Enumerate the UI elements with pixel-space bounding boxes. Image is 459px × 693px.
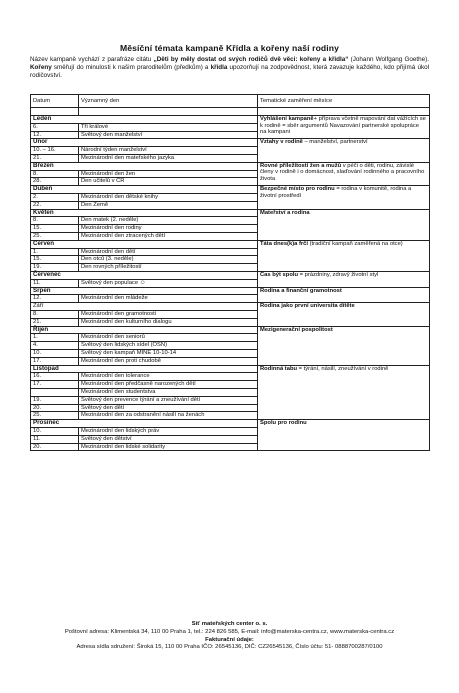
month-topic-title: Vztahy v rodině <box>260 139 303 146</box>
month-topic-text: = týrání, násilí, zneužívání v rodině <box>297 365 389 372</box>
event-date <box>31 388 79 396</box>
month-topic <box>258 139 430 162</box>
event-date: 25. <box>31 233 79 241</box>
month-topic-text: – manželství, partnerství <box>302 139 368 146</box>
month-topic-title: Vyhlášení kampaně <box>260 116 314 123</box>
event-name: Světový den prevence týrání a zneužívání dětí <box>79 396 258 404</box>
month-topic-text: + příprava včetně mapování dat vážících se k rodině = sběr argumentů Navazování partnerské spolupráce na kampani <box>260 116 426 136</box>
footer-billing-title: Fakturační údaje: <box>205 636 254 643</box>
event-name: Tři králové <box>79 123 258 131</box>
event-date: 8. <box>31 170 79 178</box>
month-topic <box>258 116 430 139</box>
event-name: Mezinárodní den mateřského jazyka <box>79 155 258 163</box>
event-name: Mezinárodní den lidské solidarity <box>79 443 258 451</box>
event-date: 4. <box>31 342 79 350</box>
month-topic-text: = rodina v komunitě, rodina a životní prostředí <box>260 186 412 199</box>
month-name: Duben <box>31 186 258 194</box>
intro-text-1: Název kampaně vychází z parafráze citátu <box>30 56 154 63</box>
event-name: Mezinárodní den předčasně narozených dětí <box>79 381 258 389</box>
table-spacer-row <box>31 108 430 116</box>
event-name: Světový den lidských sídel (OSN) <box>79 342 258 350</box>
event-date: 17. <box>31 381 79 389</box>
event-date: 2. <box>31 194 79 202</box>
header-date: Datum <box>31 95 79 108</box>
event-name: Mezinárodní den kulturního dialogu <box>79 318 258 326</box>
event-date: 19. <box>31 264 79 272</box>
month-name: Květen <box>31 209 258 217</box>
event-name: Mezinárodní den gramotnosti <box>79 311 258 319</box>
month-name: Červenec <box>31 272 258 280</box>
month-name: Březen <box>31 162 258 170</box>
month-name: Září <box>31 303 258 311</box>
month-topic <box>258 287 430 303</box>
event-date: 19. <box>31 396 79 404</box>
event-date: 16. <box>31 373 79 381</box>
month-topic-text: = prázdniny, zdravý životní styl <box>298 272 379 279</box>
event-date: 1. <box>31 248 79 256</box>
intro-text-2: (Johann Wolfgang Goethe). <box>348 56 429 63</box>
event-date: 12. <box>31 131 79 139</box>
event-name: Mezinárodní den studentstva <box>79 388 258 396</box>
event-date: 15. <box>31 256 79 264</box>
month-name: Listopad <box>31 365 258 373</box>
event-name: Mezinárodní den za odstranění násilí na ženách <box>79 412 258 420</box>
month-topic <box>258 186 430 209</box>
event-date: 8. <box>31 311 79 319</box>
month-topic <box>258 420 430 451</box>
month-topic-title: Táta dnes(k)a frčí <box>260 240 308 247</box>
event-date: 6. <box>31 123 79 131</box>
month-topic <box>258 240 430 271</box>
month-topic-title: Rovné příležitosti žen a mužů <box>260 162 342 169</box>
month-row <box>31 186 430 194</box>
event-date: 22. <box>31 201 79 209</box>
month-row <box>31 209 430 217</box>
event-name: Den Země <box>79 201 258 209</box>
intro-kridla: křídla <box>210 64 228 72</box>
event-date: 21. <box>31 155 79 163</box>
event-date: 21. <box>31 318 79 326</box>
month-topic <box>258 272 430 288</box>
event-name: Národní týden manželství <box>79 147 258 155</box>
month-name: Srpen <box>31 287 258 295</box>
month-topic <box>258 303 430 326</box>
month-topic <box>258 209 430 240</box>
header-event: Významný den <box>79 95 258 108</box>
month-row <box>31 116 430 124</box>
event-date: 10. – 16. <box>31 147 79 155</box>
month-name: Říjen <box>31 326 258 334</box>
intro-paragraph <box>30 56 429 80</box>
event-name: Mezinárodní den tolerance <box>79 373 258 381</box>
intro-text-3: směřují do minulosti k našim praroditelům (předkům) a <box>51 64 211 72</box>
event-name: Mezinárodní den proti chudobě <box>79 357 258 365</box>
event-name: Mezinárodní den žen <box>79 170 258 178</box>
footer <box>0 621 459 652</box>
month-name: Leden <box>31 116 258 124</box>
table-header-row <box>31 95 430 108</box>
intro-text-4: upozorňují na zodpovědnost, která zavazuje každého, kdo přijímá úkol rodičovství. <box>30 64 429 80</box>
month-topic-title: Mateřství a rodina <box>260 209 310 216</box>
event-name: Světový den dětí <box>79 404 258 412</box>
event-date: 10. <box>31 349 79 357</box>
month-row <box>31 303 430 311</box>
event-date: 11. <box>31 279 79 287</box>
event-date: 11. <box>31 435 79 443</box>
event-date: 20. <box>31 443 79 451</box>
event-name: Mezinárodní den dětské knihy <box>79 194 258 202</box>
month-topic-title: Čas být spolu <box>260 272 299 279</box>
month-topic <box>258 162 430 185</box>
event-name: Mezinárodní den lidských práv <box>79 427 258 435</box>
footer-billing: Adresa sídla sdružení: Široká 15, 110 00 Praha IČO: 26545136, DIČ: CZ26545136, Číslo účtu: 51- 0888700287/0100 <box>76 644 383 651</box>
footer-address: Poštovní adresa: Klimentská 34, 110 00 Praha 1, tel.: 224 826 585, E-mail: info@materska-centra.cz, www.materska-centra.cz <box>64 628 395 635</box>
month-topic-title: Rodina jako první universita dítěte <box>260 303 355 310</box>
event-date: 25. <box>31 412 79 420</box>
month-topic-title: Rodina a finanční gramotnost <box>260 287 342 294</box>
themes-table <box>30 94 430 451</box>
month-row <box>31 162 430 170</box>
event-name: Den rovných příležitostí <box>79 264 258 272</box>
event-name: Den matek (2. neděle) <box>79 217 258 225</box>
event-name: Světový den manželství <box>79 131 258 139</box>
month-name: Unor <box>31 139 258 147</box>
month-row <box>31 420 430 428</box>
month-topic-title: Bezpečné místo pro rodinu <box>260 186 335 193</box>
event-date: 20. <box>31 404 79 412</box>
month-topic <box>258 326 430 365</box>
event-name: Den otců (3. neděle) <box>79 256 258 264</box>
month-name: Cerven <box>31 240 258 248</box>
event-name: Mezinárodní den seniorů <box>79 334 258 342</box>
month-name: Prosinec <box>31 420 258 428</box>
month-row <box>31 139 430 147</box>
month-row <box>31 240 430 248</box>
event-name: Světový den kampaň MINE 10-10-14 <box>79 349 258 357</box>
month-row <box>31 326 430 334</box>
event-name: Mezinárodní den ztracených dětí <box>79 233 258 241</box>
event-date: 17. <box>31 357 79 365</box>
month-row <box>31 272 430 280</box>
document-title: Měsíční témata kampaně Křídla a kořeny naší rodiny <box>120 43 339 53</box>
event-name: Světový den populace ☺ <box>79 279 258 287</box>
event-date: 10. <box>31 427 79 435</box>
intro-koreny: Kořeny <box>30 64 52 72</box>
document-page <box>0 43 459 693</box>
month-topic-title: Mezigenerační pospolitost <box>260 326 333 333</box>
month-topic-title: Spolu pro rodinu <box>260 420 307 427</box>
header-topic: Tematické zaměření měsíce <box>258 95 430 108</box>
month-topic-title: Rodinná tabu <box>260 365 298 372</box>
month-topic-text: (tradiční kampaň zaměřená na otce) <box>308 240 403 247</box>
event-name: Mezinárodní den mládeže <box>79 295 258 303</box>
event-date: 12. <box>31 295 79 303</box>
event-date: 1. <box>31 334 79 342</box>
event-name: Mezinárodní den dětí <box>79 248 258 256</box>
event-date: 8. <box>31 217 79 225</box>
event-date: 15. <box>31 225 79 233</box>
footer-org: Síť mateřských center o. s. <box>191 621 268 627</box>
event-date: 28. <box>31 178 79 186</box>
month-row <box>31 287 430 295</box>
month-row <box>31 365 430 373</box>
month-topic <box>258 365 430 420</box>
event-name: Den učitelů v ČR <box>79 178 258 186</box>
intro-quote: „Děti by měly dostat od svých rodičů dvě věci: kořeny a křídla“ <box>153 56 349 63</box>
month-topic-text: v péči o děti, rodinu, závislé členy v rodině i o domácnost, slaďování rodinného a pracovního života <box>260 162 425 183</box>
event-name: Mezinárodní den rodiny <box>79 225 258 233</box>
event-name: Světový den dětství <box>79 435 258 443</box>
